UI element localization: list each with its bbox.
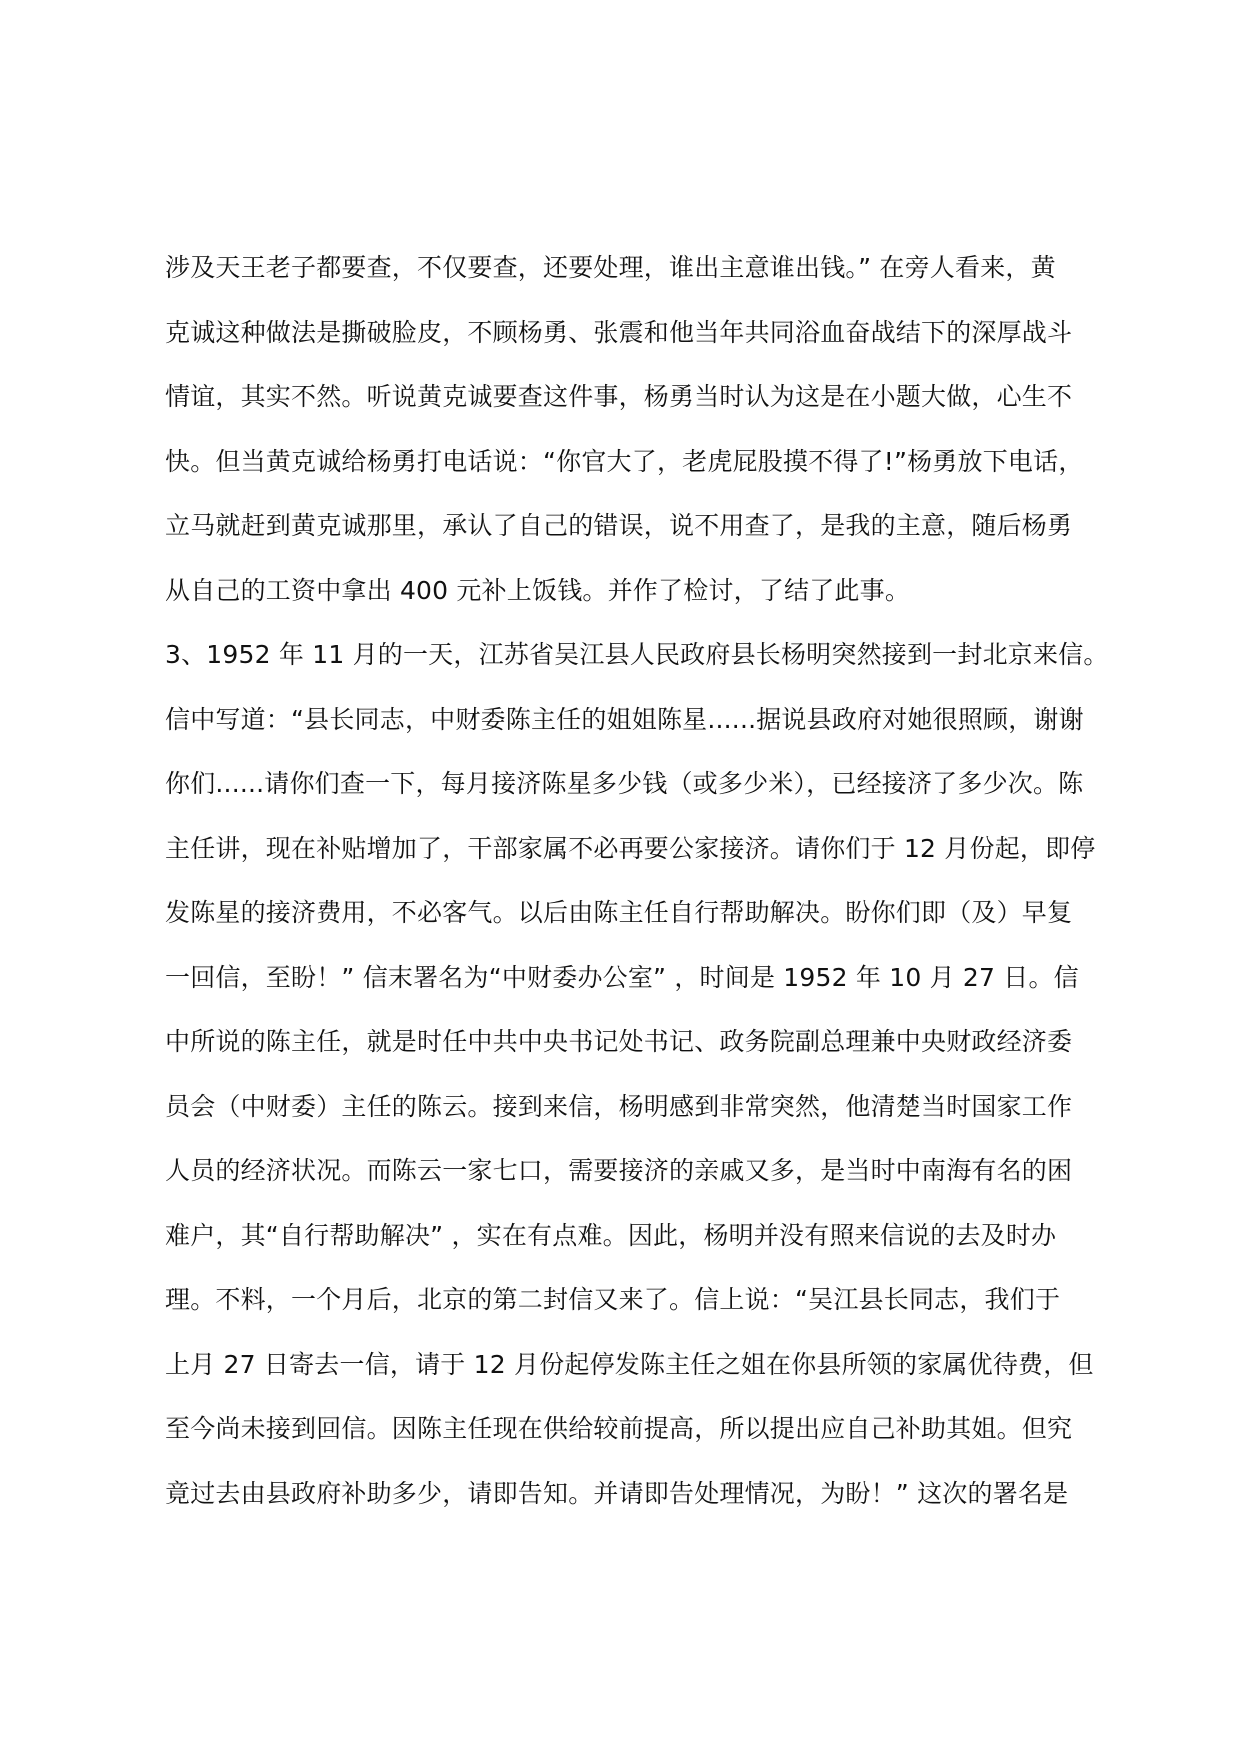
text-line: 你们......请你们查一下，每月接济陈星多少钱（或多少米），已经接济了多少次。陈 [165,769,1084,798]
body-text [165,246,1109,1536]
text-line: 从自己的工资中拿出 400 元补上饭钱。并作了检讨，了结了此事。 [165,575,911,605]
text-line: 情谊，其实不然。听说黄克诚要查这件事，杨勇当时认为这是在小题大做，心生不 [165,382,1073,411]
text-line: 快。但当黄克诚给杨勇打电话说：“你官大了，老虎屁股摸不得了!”杨勇放下电话， [165,446,1084,476]
text-line: 克诚这种做法是撕破脸皮，不顾杨勇、张震和他当年共同浴血奋战结下的深厚战斗 [165,317,1073,347]
text-line: 立马就赶到黄克诚那里，承认了自己的错误，说不用查了，是我的主意，随后杨勇 [165,511,1073,540]
text-line: 员会（中财委）主任的陈云。接到来信，杨明感到非常突然，他清楚当时国家工作 [165,1091,1073,1121]
text-line: 人员的经济状况。而陈云一家七口，需要接济的亲戚又多，是当时中南海有名的困 [165,1156,1073,1185]
text-line: 中所说的陈主任，就是时任中共中央书记处书记、政务院副总理兼中央财政经济委 [165,1027,1073,1056]
text-line: 上月 27 日寄去一信，请于 12 月份起停发陈主任之姐在你县所领的家属优待费，但 [165,1349,1094,1379]
text-line: 涉及天王老子都要查，不仅要查，还要处理，谁出主意谁出钱。” 在旁人看来，黄 [165,253,1056,282]
text-line: 至今尚未接到回信。因陈主任现在供给较前提高，所以提出应自己补助其姐。但究 [165,1414,1073,1443]
text-line: 难户，其“自行帮助解决” ，实在有点难。因此，杨明并没有照来信说的去及时办 [165,1220,1057,1250]
text-line: 信中写道：“县长同志，中财委陈主任的姐姐陈星......据说县政府对她很照顾，谢谢 [165,704,1084,734]
text-line: 发陈星的接济费用，不必客气。以后由陈主任自行帮助解决。盼你们即（及）早复 [165,898,1073,927]
text-line: 竟过去由县政府补助多少，请即告知。并请即告处理情况，为盼！” 这次的署名是 [165,1478,1069,1508]
text-line: 一回信，至盼！” 信末署名为“中财委办公室” ，时间是 1952 年 10 月 27 日。信 [165,962,1079,992]
text-line: 主任讲，现在补贴增加了，干部家属不必再要公家接济。请你们于 12 月份起，即停 [165,833,1096,863]
text-line: 理。不料，一个月后，北京的第二封信又来了。信上说：“吴江县长同志，我们于 [165,1285,1061,1314]
text-line: 3、1952 年 11 月的一天，江苏省吴江县人民政府县长杨明突然接到一封北京来信。 [165,640,1109,669]
